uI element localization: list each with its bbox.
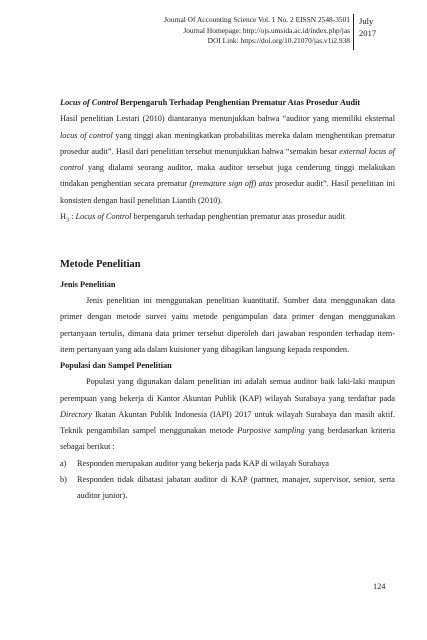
- locus-heading: [60, 95, 395, 111]
- doi-link: DOI Link: https://doi.org/10.21070/jas.v1i2.938: [207, 36, 350, 45]
- list-marker: b): [60, 475, 67, 484]
- text-run: Populasi yang digunakan dalam penelitian ini adalah semua auditor baik laki-laki maupun perempuan yang bekerja di Kantor Akuntan Publik (KAP) wilayah Surabaya yang terdaftar pada: [60, 377, 395, 403]
- text-run: :: [69, 212, 76, 222]
- italic-term: Locus of Control: [75, 212, 132, 222]
- text-run: Hasil penelitian Lestari (2010) diantaranya menunjukkan bahwa “auditor yang memiliki eksternal: [60, 114, 395, 124]
- list-item-text: Responden merupakan auditor yang bekerja pada KAP di wilayah Surabaya: [77, 458, 329, 468]
- italic-term: (premature sign off) atas: [189, 179, 273, 189]
- italic-term: locus of control: [60, 130, 113, 140]
- page-content: [60, 95, 395, 505]
- section-title-metode: Metode Penelitian: [60, 259, 141, 271]
- text-run: Ikatan Akuntan Publik Indonesia (IAPI) 2017 untuk wilayah Surabaya dan masih aktif. Teknik pengambilan sampel menggunakan metode: [60, 409, 395, 436]
- issue-year: 2017: [359, 27, 377, 38]
- criteria-list: [60, 456, 395, 505]
- hypothesis-number: 3: [66, 217, 69, 224]
- issue-date: [359, 16, 376, 39]
- locus-heading-text: Berpengaruh Terhadap Penghentian Prematur Atas Prosedur Audit: [118, 98, 361, 107]
- italic-term: Directory: [60, 409, 92, 419]
- text-run: berpengaruh terhadap penghentian prematur atas prosedur audit: [131, 212, 345, 222]
- text-run: yang dialami seorang auditor, maka auditor tersebut juga cenderung tinggi melakukan tindakan penghentian secara prematur: [60, 163, 395, 189]
- text-run: prosedur audit”. Hasil penelitian ini konsisten dengan hasil penelitian Liantih (2010).: [60, 179, 395, 205]
- list-marker: a): [60, 458, 67, 468]
- jenis-paragraph: Jenis penelitian ini menggunakan penelitian kuantitatif. Sumber data menggunakan data primer dengan metode survei yaitu metode pengumpulan data primer dengan menggunakan pertanyaan tertulis, dimana data primer tersebut diperoleh dari jawaban responden terhadap item-item pertanyaan yang ada dalam kuisioner yang dibagikan langsung kepada responden.: [60, 296, 395, 354]
- list-item: [60, 456, 395, 472]
- italic-term: external locus of control: [60, 146, 395, 173]
- journal-homepage: Journal Homepage: http://ojs.umsida.ac.id/index.php/jas: [183, 25, 350, 35]
- list-item-text: Responden tidak dibatasi jabatan auditor di KAP (partner, manajer, supervisor, senior, serta auditor junior).: [77, 475, 395, 501]
- page-number: 124: [373, 582, 386, 591]
- header-divider: [353, 14, 354, 50]
- subsection-title-jenis: Jenis Penelitian: [60, 280, 116, 290]
- text-run: yang berdasarkan kriteria sebagai berikut :: [60, 426, 396, 452]
- populasi-paragraph: [60, 374, 395, 455]
- subsection-title-populasi: Populasi dan Sampel Penelitian: [60, 361, 172, 371]
- locus-paragraph: [60, 111, 395, 209]
- journal-title: Journal Of Accounting Science Vol. 1 No. 2 EISSN 2548-3501: [164, 15, 350, 24]
- list-item: [60, 472, 395, 505]
- text-run: yang tinggi akan meningkatkan probabilitas mereka dalam menghentikan prematur prosedur audit”. Hasil dari penelitian tersebut menunjukkan bahwa “semakin besar: [60, 130, 395, 156]
- hypothesis-h3: [60, 209, 395, 229]
- locus-heading-italic: Locus of Control: [60, 98, 119, 107]
- italic-term: Purposive sampling: [237, 426, 305, 436]
- issue-month: July: [359, 16, 374, 26]
- journal-header: [150, 15, 350, 47]
- hypothesis-label: H: [60, 212, 66, 222]
